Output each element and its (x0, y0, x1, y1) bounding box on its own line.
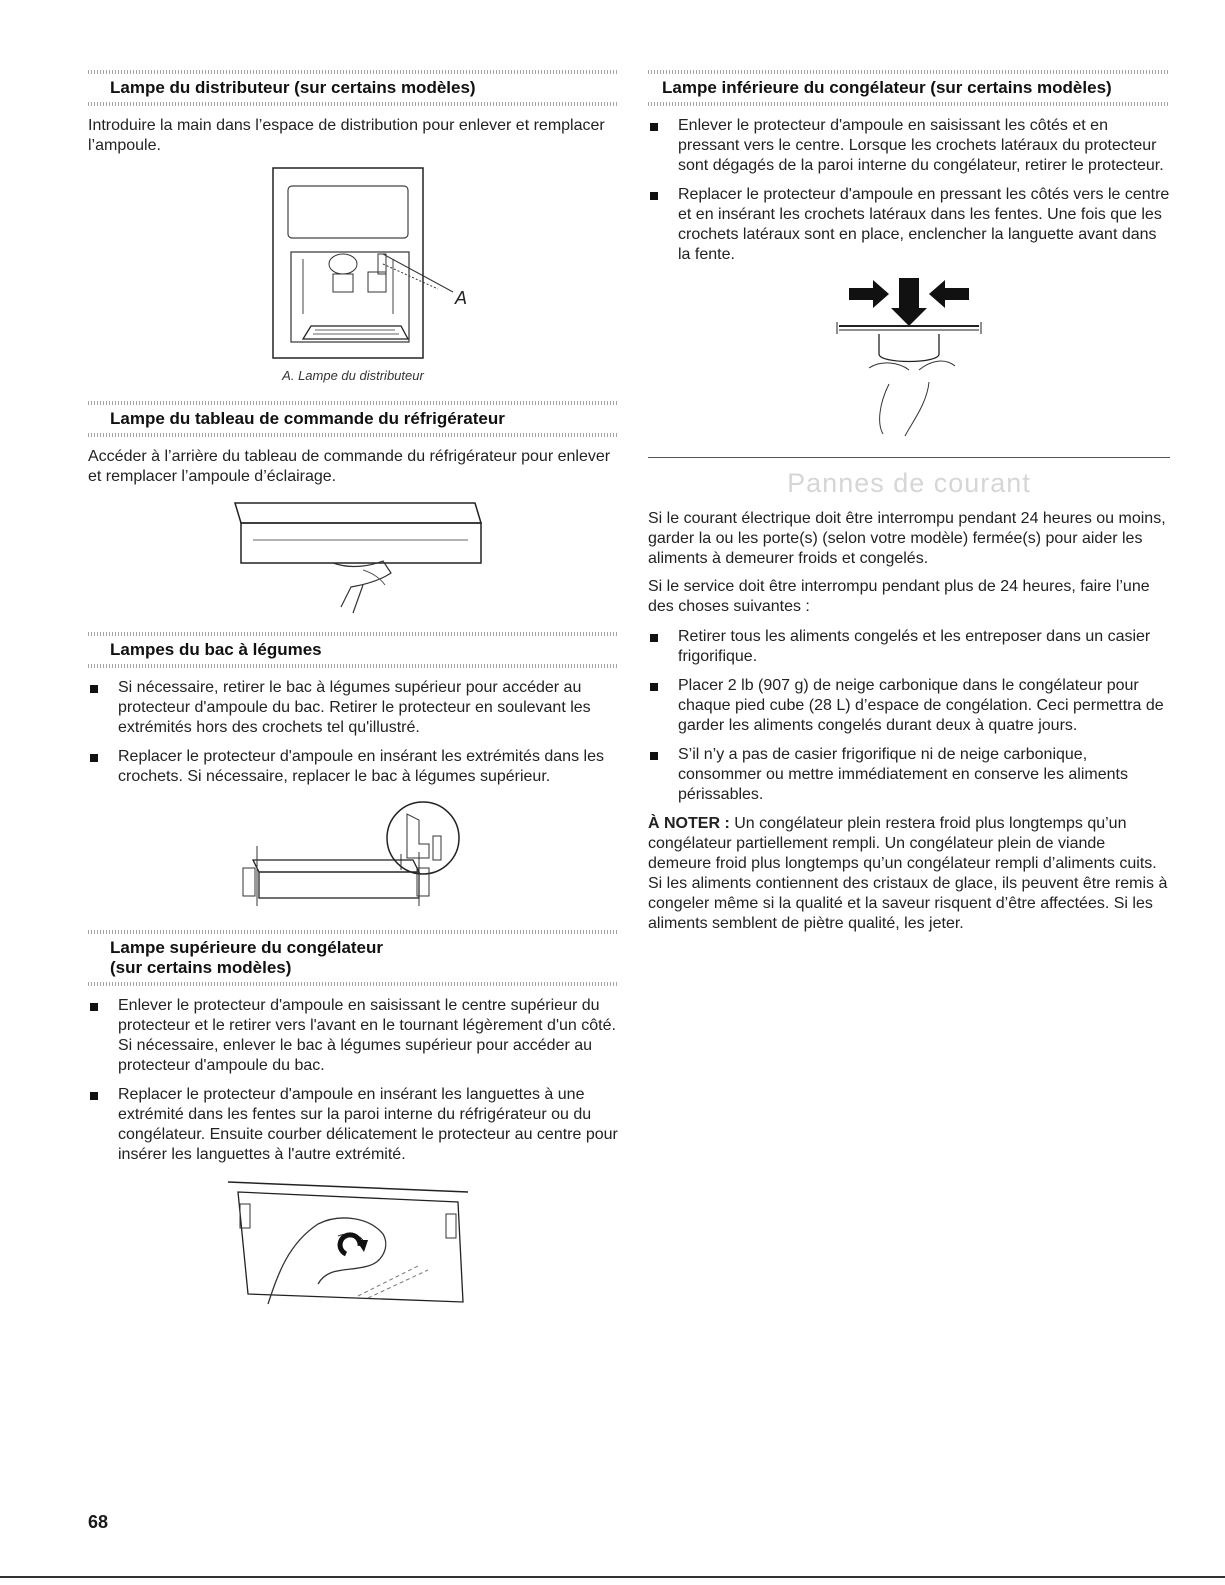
list-item: Retirer tous les aliments congelés et les entreposer dans un casier frigorifique. (648, 627, 1170, 667)
section-title-upper-freezer-lamp (110, 938, 618, 978)
section-divider (648, 70, 1170, 74)
page-number: 68 (88, 1512, 109, 1532)
list-item: Replacer le protecteur d'ampoule en pressant les côtés vers le centre et en insérant les crochets latéraux dans les fentes. Une fois que les crochets latéraux sont en place, enclencher la languette avant dans la fente. (648, 185, 1170, 265)
note-text: Un congélateur plein restera froid plus longtemps qu’un congélateur partiellement rempli. Un congélateur plein de viande demeure froid plus longtemps qu’un congélateur rempli d’aliments cuits. Si les aliments contiennent des cristaux de glace, ils peuvent être remis à congeler même si la qualité et la saveur risquent d’être affectées. Si les aliments semblent de piètre qualité, les jeter. (648, 815, 1168, 932)
note-paragraph (648, 814, 1170, 934)
crisper-lamps-list (88, 678, 618, 787)
figure-label-a: A (455, 288, 468, 308)
section-divider (88, 401, 618, 405)
power-outage-list (648, 627, 1170, 805)
control-panel-illustration (213, 495, 493, 620)
section-divider (88, 102, 618, 106)
power-outage-paragraph: Si le service doit être interrompu pendant plus de 24 heures, faire l’une des choses suivantes : (648, 578, 1150, 615)
control-panel-lamp-text: Accéder à l’arrière du tableau de commande du réfrigérateur pour enlever et remplacer l’ampoule d’éclairage. (88, 448, 611, 485)
list-item: Replacer le protecteur d'ampoule en insérant les languettes à une extrémité dans les fentes sur la paroi interne du réfrigérateur ou du congélateur. Ensuite courber délicatement le protecteur au centre pour insérer les languettes à l'autre extrémité. (88, 1085, 618, 1165)
list-item: Enlever le protecteur d'ampoule en saisissant le centre supérieur du protecteur et le retirer vers l'avant en le tournant légèrement d'un côté. Si nécessaire, enlever le bac à légumes supérieur pour accéder au protecteur d'ampoule du bac. (88, 996, 618, 1076)
section-divider (648, 102, 1170, 106)
title-line: Lampe supérieure du congélateur (110, 938, 384, 957)
list-item: Placer 2 lb (907 g) de neige carbonique dans le congélateur pour chaque pied cube (28 L) d’espace de congélation. Ceci permettra de garder les aliments congelés durant deux à quatre jours. (648, 676, 1170, 736)
title-line: (sur certains modèles) (110, 958, 292, 977)
section-divider (88, 70, 618, 74)
section-title-control-panel-lamp: Lampe du tableau de commande du réfrigérateur (110, 409, 505, 428)
left-column (88, 70, 618, 1314)
section-title-dispenser-lamp: Lampe du distributeur (sur certains modèles) (110, 78, 476, 97)
list-item: Replacer le protecteur d'ampoule en insérant les extrémités dans les crochets. Si nécessaire, replacer le bac à légumes supérieur. (88, 747, 618, 787)
note-label: À NOTER : (648, 815, 730, 832)
section-divider (88, 982, 618, 986)
dispenser-lamp-text: Introduire la main dans l’espace de distribution pour enlever et remplacer l’ampoule. (88, 117, 605, 154)
dispenser-illustration (233, 164, 473, 364)
section-title-crisper-lamps: Lampes du bac à légumes (110, 640, 322, 659)
crisper-cover-illustration (223, 796, 483, 916)
section-divider (648, 457, 1170, 458)
list-item: Si nécessaire, retirer le bac à légumes supérieur pour accéder au protecteur d'ampoule du bac. Retirer le protecteur en soulevant les extrémités hors des crochets tel qu'illustré. (88, 678, 618, 738)
upper-freezer-lamp-list (88, 996, 618, 1165)
section-divider (88, 930, 618, 934)
section-divider (88, 433, 618, 437)
section-divider (88, 664, 618, 668)
lower-freezer-lamp-list (648, 116, 1170, 265)
upper-freezer-lamp-illustration (218, 1174, 488, 1314)
list-item: S’il n’y a pas de casier frigorifique ni de neige carbonique, consommer ou mettre immédiatement en conserve les aliments périssables. (648, 745, 1170, 805)
list-item: Enlever le protecteur d'ampoule en saisissant les côtés et en pressant vers le centre. Lorsque les crochets latéraux du protecteur sont dégagés de la paroi interne du congélateur, retirer le protecteur. (648, 116, 1170, 176)
section-title-lower-freezer-lamp: Lampe inférieure du congélateur (sur certains modèles) (662, 78, 1112, 97)
page-bottom-rule (0, 1576, 1225, 1578)
figure-caption: A. Lampe du distributeur (282, 368, 424, 383)
right-column (648, 70, 1170, 934)
lower-freezer-lamp-illustration (819, 274, 999, 439)
power-outage-paragraph: Si le courant électrique doit être interrompu pendant 24 heures ou moins, garder la ou les porte(s) (selon votre modèle) fermée(s) pour aider les aliments à demeurer froids et congelés. (648, 510, 1166, 567)
section-title-power-outages: Pannes de courant (787, 468, 1031, 498)
section-divider (88, 632, 618, 636)
